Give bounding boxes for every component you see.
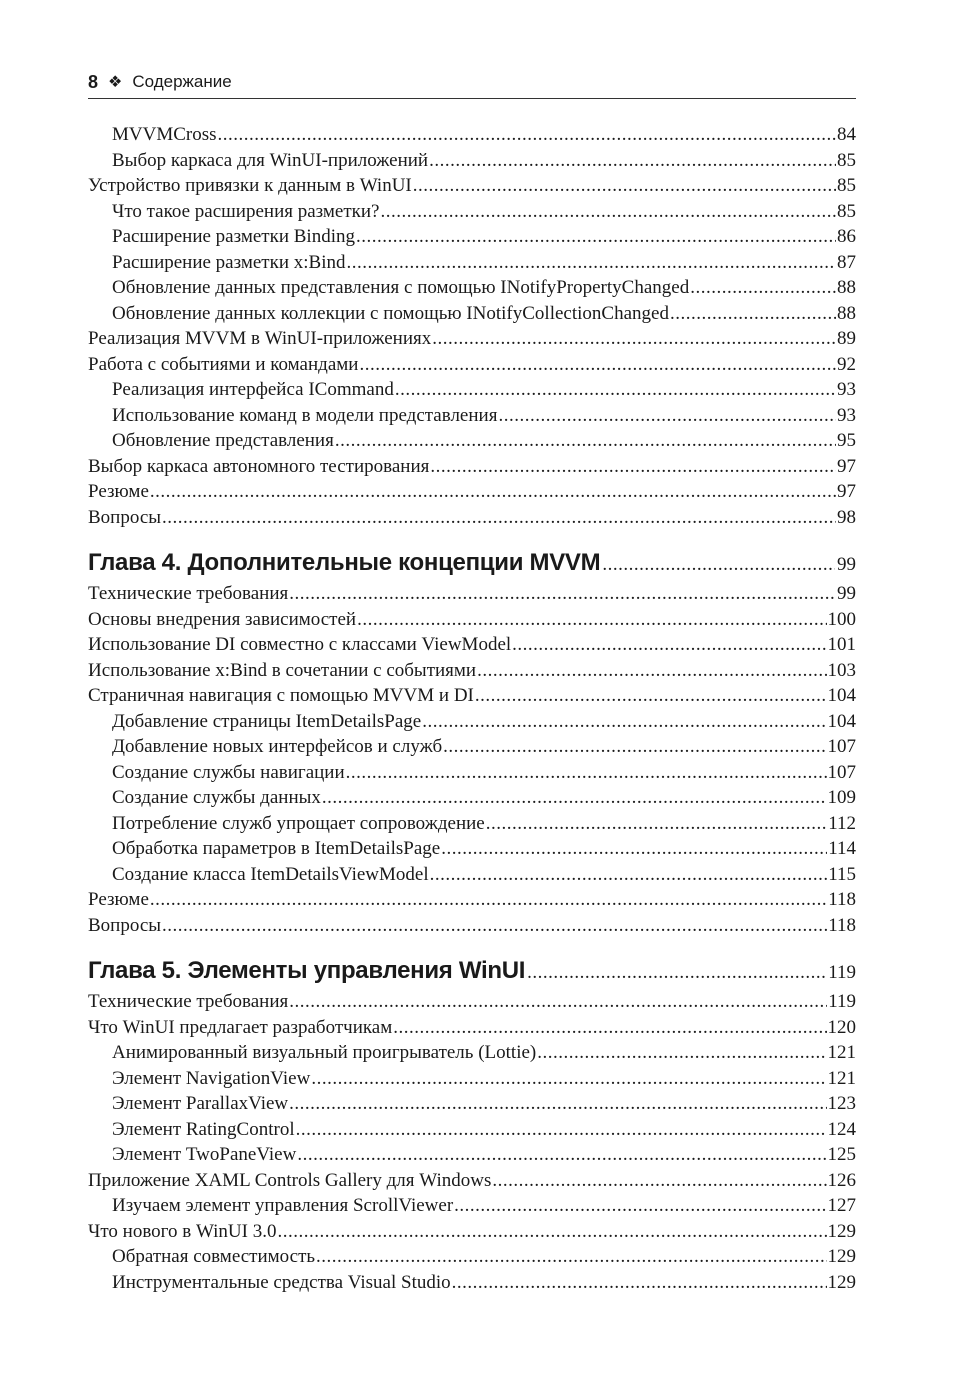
dot-leader [347, 250, 837, 276]
dot-leader [395, 377, 836, 403]
toc-entry [88, 1142, 856, 1168]
chapter-title: Глава 4. Дополнительные концепции MVVM [88, 549, 601, 576]
toc-entry-title: Анимированный визуальный проигрыватель (Lottie) [112, 1042, 537, 1063]
toc-entry-page: 93 [837, 379, 856, 400]
toc-entry-title: Обновление данных коллекции с помощью INotifyCollectionChanged [112, 302, 669, 324]
toc-entry-title: Устройство привязки к данным в WinUI [88, 175, 412, 196]
dot-leader [277, 1219, 826, 1245]
chapter-title: Глава 5. Элементы управления WinUI [88, 957, 526, 984]
toc-entry-title: Выбор каркаса автономного тестирования [88, 455, 430, 477]
toc-entry-page: 86 [837, 226, 856, 247]
toc-entry-page: 97 [837, 481, 856, 502]
toc-entry-page: 84 [837, 124, 856, 145]
running-header-title: Содержание [132, 72, 232, 91]
toc-entry [88, 250, 856, 276]
dot-leader [492, 1168, 826, 1194]
toc-entry-title: Создание класса ItemDetailsViewModel [112, 863, 429, 885]
toc-entry-page: 85 [837, 200, 856, 222]
toc-entry-page: 92 [837, 353, 856, 375]
toc-entry-page: 127 [827, 1195, 856, 1216]
chapter-heading [88, 955, 856, 987]
toc-entry [88, 913, 856, 939]
toc-entry [88, 1117, 856, 1143]
toc-entry [88, 505, 856, 531]
dot-leader [289, 581, 836, 607]
dot-leader [670, 301, 836, 327]
toc-entry-page: 115 [828, 863, 856, 885]
toc-entry-title: Что WinUI предлагает разработчикам [88, 1016, 393, 1038]
toc-entry-page: 85 [837, 175, 856, 196]
toc-entry-page: 104 [827, 685, 856, 706]
toc-entry-title: Что такое расширения разметки? [112, 200, 380, 222]
toc-entry [88, 836, 856, 862]
toc-entry [88, 811, 856, 837]
toc-entry [88, 1040, 856, 1066]
toc-entry [88, 1219, 856, 1245]
toc-entry [88, 148, 856, 174]
toc-entry-page: 118 [828, 914, 856, 936]
toc-entry-title: Расширение разметки Binding [112, 226, 355, 247]
dot-leader [316, 1244, 826, 1270]
toc-entry-title: Страничная навигация с помощью MVVM и DI [88, 685, 474, 706]
toc-entry-title: Реализация MVVM в WinUI-приложениях [88, 328, 432, 349]
dot-leader [359, 352, 836, 378]
toc-entry-title: Вопросы [88, 506, 162, 528]
toc-entry-page: 129 [827, 1271, 856, 1293]
dot-leader [346, 760, 827, 786]
dot-leader [430, 454, 836, 480]
chapter-page: 99 [837, 554, 856, 575]
toc-entry [88, 173, 856, 199]
dot-leader [357, 607, 826, 633]
toc-entry [88, 326, 856, 352]
dot-leader [289, 989, 827, 1015]
toc-entry-title: Обратная совместимость [112, 1246, 316, 1267]
toc-entry [88, 658, 856, 684]
toc-entry [88, 224, 856, 250]
toc-entry-title: Реализация интерфейса ICommand [112, 379, 394, 400]
toc-page [88, 68, 856, 1295]
dot-leader [296, 1117, 827, 1143]
dot-leader [527, 957, 826, 989]
toc-entry [88, 199, 856, 225]
toc-entry-page: 129 [827, 1246, 856, 1267]
toc-entry [88, 862, 856, 888]
toc-entry-page: 123 [827, 1093, 856, 1114]
toc-entry-title: Технические требования [88, 991, 289, 1012]
toc-entry-title: Создание службы навигации [112, 761, 345, 783]
toc-entry-title: Резюме [88, 889, 149, 910]
toc-entry-title: Создание службы данных [112, 787, 321, 808]
toc-entry-page: 85 [837, 149, 856, 171]
toc-entry-page: 87 [837, 251, 856, 273]
toc-entry-title: Приложение XAML Controls Gallery для Windows [88, 1169, 492, 1191]
toc-entry [88, 454, 856, 480]
toc-entry-page: 88 [837, 277, 856, 298]
toc-entry-page: 121 [827, 1067, 856, 1089]
dot-leader [218, 122, 836, 148]
toc-entry-title: Использование DI совместно с классами ViewModel [88, 634, 512, 655]
ornament-icon: ❖ [108, 74, 123, 91]
toc-entry [88, 352, 856, 378]
page-number: 8 [88, 71, 99, 92]
toc-entry-page: 109 [827, 787, 856, 808]
toc-entry [88, 581, 856, 607]
dot-leader [537, 1040, 826, 1066]
dot-leader [454, 1193, 826, 1219]
toc-entry [88, 403, 856, 429]
toc-entry-page: 129 [827, 1220, 856, 1242]
toc-entry-page: 89 [837, 328, 856, 349]
toc-entry [88, 1168, 856, 1194]
toc-entry-title: Использование x:Bind в сочетании с событиями [88, 659, 477, 681]
dot-leader [690, 275, 836, 301]
toc-entry [88, 1244, 856, 1270]
dot-leader [413, 173, 836, 199]
toc-entry-page: 119 [828, 991, 856, 1012]
toc-entry-title: MVVMCross [112, 124, 217, 145]
toc-entry-title: Элемент RatingControl [112, 1118, 295, 1140]
toc-entry-page: 125 [827, 1144, 856, 1165]
toc-entry-page: 97 [837, 455, 856, 477]
toc-entry-title: Основы внедрения зависимостей [88, 608, 357, 630]
toc-entry [88, 479, 856, 505]
dot-leader [322, 785, 827, 811]
toc-entry [88, 632, 856, 658]
toc-entry-page: 100 [827, 608, 856, 630]
toc-entry-page: 121 [827, 1042, 856, 1063]
table-of-contents [88, 122, 856, 1295]
toc-entry [88, 683, 856, 709]
dot-leader [393, 1015, 826, 1041]
dot-leader [443, 734, 826, 760]
toc-entry-title: Добавление страницы ItemDetailsPage [112, 710, 422, 732]
toc-entry-page: 93 [837, 404, 856, 426]
toc-entry-page: 98 [837, 506, 856, 528]
toc-entry [88, 1015, 856, 1041]
toc-entry [88, 1270, 856, 1296]
dot-leader [477, 658, 826, 684]
toc-entry-title: Элемент NavigationView [112, 1067, 311, 1089]
toc-entry [88, 301, 856, 327]
toc-entry [88, 887, 856, 913]
toc-entry [88, 122, 856, 148]
toc-entry [88, 377, 856, 403]
dot-leader [311, 1066, 826, 1092]
toc-entry-page: 124 [827, 1118, 856, 1140]
toc-entry-title: Изучаем элемент управления ScrollViewer [112, 1195, 454, 1216]
toc-entry-page: 112 [828, 812, 856, 834]
toc-entry-title: Расширение разметки x:Bind [112, 251, 346, 273]
dot-leader [162, 505, 836, 531]
dot-leader [429, 148, 836, 174]
dot-leader [441, 836, 827, 862]
dot-leader [512, 632, 826, 658]
toc-entry [88, 760, 856, 786]
toc-entry-page: 120 [827, 1016, 856, 1038]
chapter-page: 119 [828, 962, 856, 983]
toc-entry [88, 1193, 856, 1219]
toc-entry-title: Потребление служб упрощает сопровождение [112, 812, 485, 834]
toc-entry [88, 428, 856, 454]
toc-entry [88, 607, 856, 633]
toc-entry-title: Обновление представления [112, 430, 334, 451]
dot-leader [422, 709, 826, 735]
dot-leader [452, 1270, 827, 1296]
toc-entry-title: Работа с событиями и командами [88, 353, 359, 375]
dot-leader [150, 887, 827, 913]
dot-leader [380, 199, 836, 225]
toc-entry-title: Что нового в WinUI 3.0 [88, 1220, 277, 1242]
toc-entry-title: Вопросы [88, 914, 162, 936]
toc-entry-page: 118 [828, 889, 856, 910]
toc-entry-page: 88 [837, 302, 856, 324]
toc-entry-page: 95 [837, 430, 856, 451]
toc-entry-page: 104 [827, 710, 856, 732]
toc-entry-page: 114 [828, 838, 856, 859]
toc-entry [88, 785, 856, 811]
toc-entry-title: Элемент ParallaxView [112, 1093, 289, 1114]
toc-entry-title: Выбор каркаса для WinUI-приложений [112, 149, 429, 171]
toc-entry-page: 103 [827, 659, 856, 681]
dot-leader [335, 428, 836, 454]
toc-entry-title: Технические требования [88, 583, 289, 604]
running-header [88, 68, 856, 99]
toc-entry [88, 1066, 856, 1092]
dot-leader [432, 326, 836, 352]
toc-entry-page: 99 [837, 583, 856, 604]
toc-entry-page: 126 [827, 1169, 856, 1191]
toc-entry [88, 275, 856, 301]
dot-leader [475, 683, 827, 709]
dot-leader [150, 479, 836, 505]
dot-leader [356, 224, 836, 250]
toc-entry [88, 989, 856, 1015]
toc-entry-page: 101 [827, 634, 856, 655]
dot-leader [162, 913, 827, 939]
toc-entry-title: Обработка параметров в ItemDetailsPage [112, 838, 441, 859]
chapter-heading [88, 547, 856, 579]
toc-entry [88, 709, 856, 735]
toc-entry-title: Добавление новых интерфейсов и служб [112, 736, 443, 757]
toc-entry-title: Инструментальные средства Visual Studio [112, 1271, 451, 1293]
dot-leader [430, 862, 828, 888]
toc-entry-title: Резюме [88, 481, 149, 502]
toc-entry-page: 107 [827, 736, 856, 757]
dot-leader [289, 1091, 826, 1117]
toc-entry-title: Обновление данных представления с помощью INotifyPropertyChanged [112, 277, 690, 298]
dot-leader [498, 403, 836, 429]
dot-leader [486, 811, 827, 837]
dot-leader [602, 549, 835, 581]
toc-entry-title: Элемент TwoPaneView [112, 1144, 297, 1165]
toc-entry-title: Использование команд в модели представления [112, 404, 498, 426]
toc-entry [88, 734, 856, 760]
toc-entry [88, 1091, 856, 1117]
toc-entry-page: 107 [827, 761, 856, 783]
dot-leader [297, 1142, 826, 1168]
